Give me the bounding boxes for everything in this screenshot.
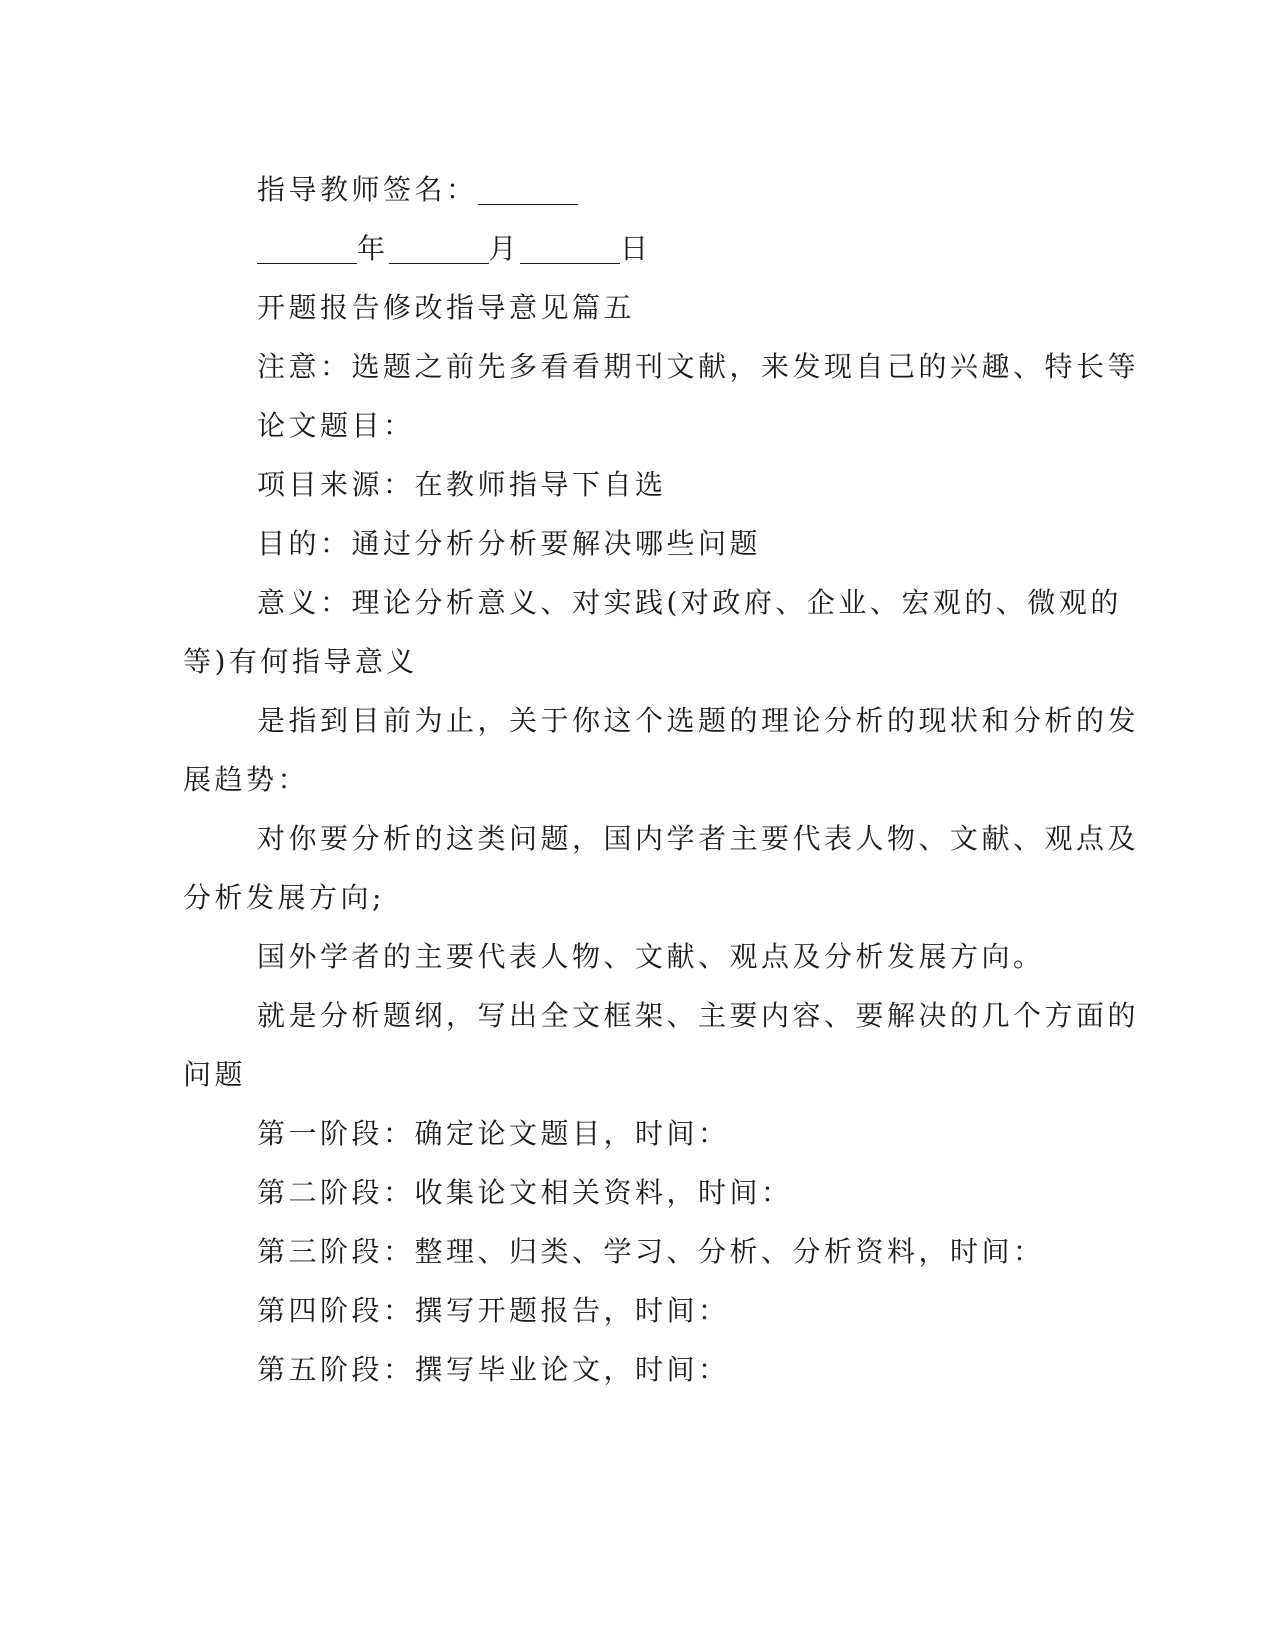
month-blank <box>389 229 489 264</box>
status-paragraph-line-1: 是指到目前为止，关于你这个选题的理论分析的现状和分析的发 <box>257 704 1140 737</box>
stage-1-line: 第一阶段：确定论文题目，时间： <box>257 1117 730 1150</box>
status-paragraph-line-2: 展趋势： <box>183 763 310 796</box>
stage-3-line: 第三阶段：整理、归类、学习、分析、分析资料，时间： <box>257 1235 1045 1268</box>
outline-paragraph-line-1: 就是分析题纲，写出全文框架、主要内容、要解决的几个方面的 <box>257 999 1140 1032</box>
signature-label: 指导教师签名： <box>257 173 478 206</box>
date-line <box>183 219 1073 278</box>
year-blank <box>257 229 357 264</box>
day-blank <box>520 229 620 264</box>
purpose-line: 目的：通过分析分析要解决哪些问题 <box>257 527 762 560</box>
meaning-paragraph-line-2: 等)有何指导意义 <box>183 645 418 678</box>
note-paragraph: 注意：选题之前先多看看期刊文献，来发现自己的兴趣、特长等 <box>257 350 1140 383</box>
stage-2-line: 第二阶段：收集论文相关资料，时间： <box>257 1176 793 1209</box>
foreign-paragraph: 国外学者的主要代表人物、文献、观点及分析发展方向。 <box>257 940 1045 973</box>
outline-paragraph-line-2: 问题 <box>183 1058 247 1091</box>
month-label: 月 <box>488 232 521 265</box>
signature-blank <box>478 170 578 205</box>
document-body <box>183 160 1140 1399</box>
meaning-paragraph-line-1: 意义：理论分析意义、对实践(对政府、企业、宏观的、微观的 <box>257 586 1122 619</box>
project-source-line: 项目来源：在教师指导下自选 <box>257 468 667 501</box>
year-label: 年 <box>357 232 389 265</box>
thesis-title-line: 论文题目： <box>257 409 415 442</box>
domestic-paragraph-line-2: 分析发展方向; <box>183 881 385 914</box>
day-label: 日 <box>620 232 652 265</box>
section-heading: 开题报告修改指导意见篇五 <box>257 291 636 324</box>
stage-5-line: 第五阶段：撰写毕业论文，时间： <box>257 1353 730 1386</box>
signature-line <box>183 160 1073 219</box>
domestic-paragraph-line-1: 对你要分析的这类问题，国内学者主要代表人物、文献、观点及 <box>257 822 1140 855</box>
stage-4-line: 第四阶段：撰写开题报告，时间： <box>257 1294 730 1327</box>
